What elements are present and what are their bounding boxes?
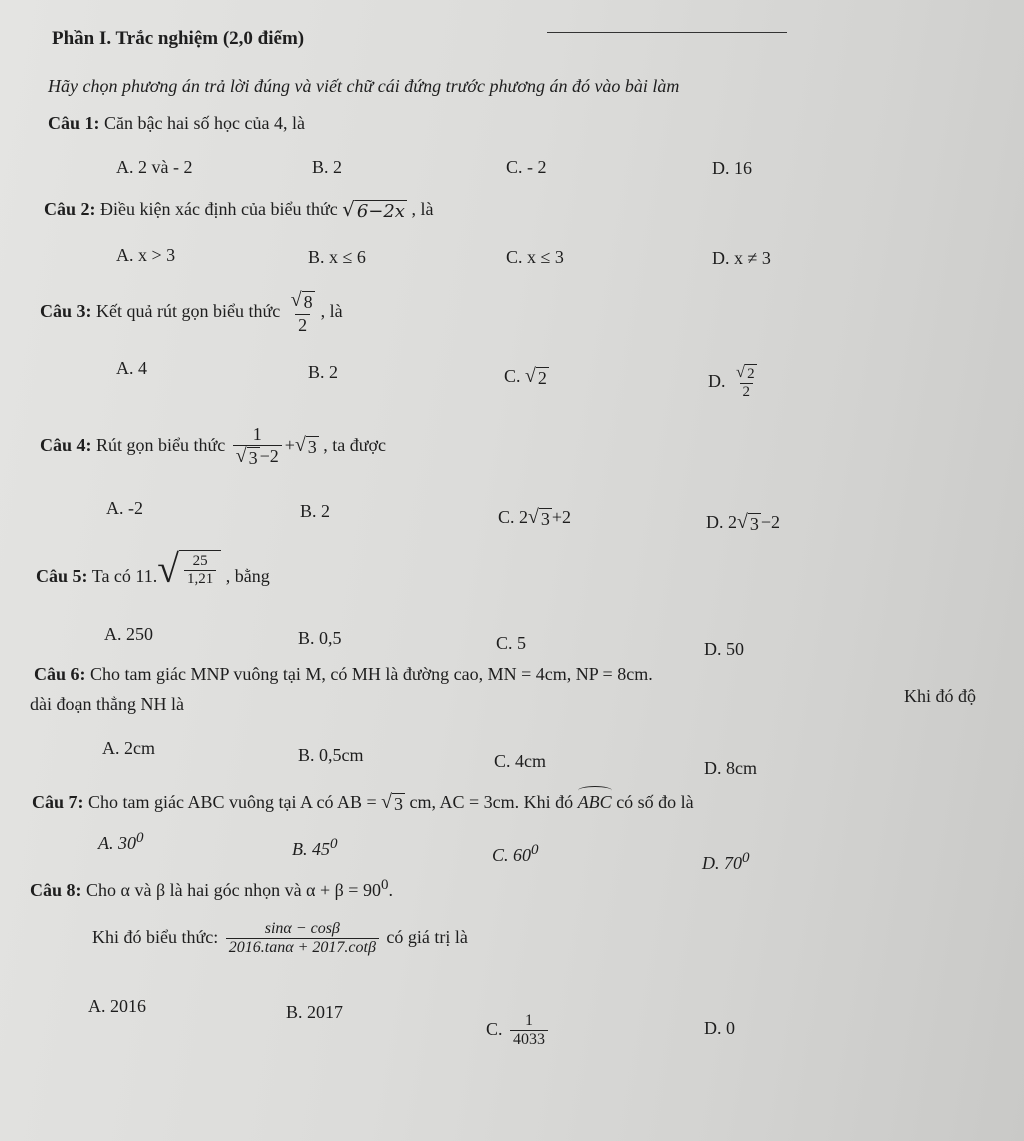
question-text: Rút gọn biểu thức: [96, 434, 226, 455]
q8-option-d: D. 0: [704, 1018, 735, 1038]
question-label: Câu 2:: [44, 199, 96, 219]
q3-option-b: B. 2: [308, 362, 339, 382]
q6-option-d: D. 8cm: [704, 758, 757, 778]
question-6-continued: Khi đó độ: [904, 686, 976, 706]
q4-option-c: C. 2 √ 3 +2: [498, 506, 572, 529]
question-3: Câu 3: Kết quả rút gọn biểu thức √ 8 2 , là: [40, 289, 343, 335]
q1-option-d: D. 16: [712, 158, 752, 178]
question-label: Câu 7:: [32, 792, 84, 812]
sqrt-fraction: √ $\frac{25}{1,21}$: [157, 550, 221, 590]
question-label: Câu 4:: [40, 434, 92, 455]
question-2: Câu 2: Điều kiện xác định của biểu thức √ 6−2x , là: [44, 197, 434, 222]
q2-option-c: C. x ≤ 3: [506, 247, 564, 267]
question-8-line2: Khi đó biểu thức: $\frac{\sin\alpha - \cos\beta}{2016.\tan\alpha + 2017.\cot\beta}$ có giá trị là: [92, 920, 468, 957]
q6-option-a: A. 2cm: [102, 738, 155, 758]
q5-option-b: B. 0,5: [298, 628, 342, 648]
q2-option-d: D. x ≠ 3: [712, 248, 771, 268]
q7-option-d: D. $70^0$: [702, 850, 750, 873]
question-text: Căn bậc hai số học của 4, là: [104, 113, 305, 133]
question-4: Câu 4: Rút gọn biểu thức 1 √ 3 −2 + √ 3 , ta được: [40, 424, 387, 468]
instruction: Hãy chọn phương án trả lời đúng và viết chữ cái đứng trước phương án đó vào bài làm: [48, 76, 680, 96]
q4-option-b: B. 2: [300, 501, 331, 521]
q3-option-a: A. 4: [116, 358, 147, 378]
question-6: [34, 664, 653, 685]
fraction-expression: $\frac{\sin\alpha - \cos\beta}{2016.\tan\alpha + 2017.\cot\beta}$: [226, 920, 379, 958]
question-label: Câu 5:: [36, 566, 88, 586]
question-1: [48, 113, 305, 134]
question-text: Cho α và β là hai góc nhọn và α + β = 90: [86, 880, 381, 900]
q2-option-a: A. x > 3: [116, 245, 176, 265]
q8-option-b: B. 2017: [286, 1002, 344, 1022]
q3-option-c: C. √ 2: [504, 365, 547, 388]
q4-option-d: D. 2 √ 3 −2: [706, 511, 781, 534]
q1-option-c: C. - 2: [506, 157, 547, 177]
q7-option-c: C. $60^0$: [492, 842, 539, 865]
question-7: Câu 7: Cho tam giác ABC vuông tại A có AB = √ 3 cm, AC = 3cm. Khi đó ABC có số đo là: [32, 786, 694, 816]
question-label: Câu 3:: [40, 300, 92, 321]
q3-option-d: D. √ 2 2: [708, 362, 755, 400]
q8-option-a: A. 2016: [88, 996, 146, 1016]
q5-option-d: D. 50: [704, 639, 744, 659]
section-title: Phần I. Trắc nghiệm (2,0 điểm): [52, 28, 305, 49]
question-label: Câu 1:: [48, 113, 100, 133]
q8-option-c: C. $\frac{1}{4033}$: [486, 1012, 551, 1050]
sqrt-expression: √ 6−2x: [342, 197, 405, 222]
q1-option-b: B. 2: [312, 157, 343, 177]
q5-option-a: A. 250: [104, 624, 153, 644]
q7-option-a: A. $30^0$: [98, 830, 144, 853]
angle-abc: ABC: [578, 786, 612, 813]
q7-option-b: B. $45^0$: [292, 836, 338, 859]
question-label: Câu 8:: [30, 880, 82, 900]
question-label: Câu 6:: [34, 664, 86, 684]
question-8: Câu 8: Cho α và β là hai góc nhọn và $\alpha + \beta = 90^0$.: [30, 877, 393, 900]
answer-line: [547, 32, 787, 33]
q6-option-b: B. 0,5cm: [298, 745, 364, 765]
q6-option-c: C. 4cm: [494, 751, 546, 771]
q1-option-a: A. 2 và - 2: [116, 157, 193, 177]
q4-option-a: A. -2: [106, 498, 143, 518]
question-6-line2: dài đoạn thẳng NH là: [30, 694, 184, 714]
question-5: Câu 5: Ta có 11. √ $\frac{25}{1,21}$ , bằng: [36, 547, 270, 591]
q5-option-c: C. 5: [496, 633, 527, 653]
question-text: Cho tam giác ABC vuông tại A có AB =: [88, 792, 377, 812]
q2-option-b: B. x ≤ 6: [308, 247, 366, 267]
fraction-expression: √ 8 2: [290, 289, 313, 335]
fraction-expression: 1 √ 3 −2: [233, 424, 282, 469]
question-text: Cho tam giác MNP vuông tại M, có MH là đường cao, MN = 4cm, NP = 8cm.: [90, 664, 653, 684]
question-text: Kết quả rút gọn biểu thức: [96, 300, 281, 321]
question-text: Điều kiện xác định của biểu thức: [100, 199, 338, 219]
question-text: Ta có 11.: [91, 566, 158, 586]
